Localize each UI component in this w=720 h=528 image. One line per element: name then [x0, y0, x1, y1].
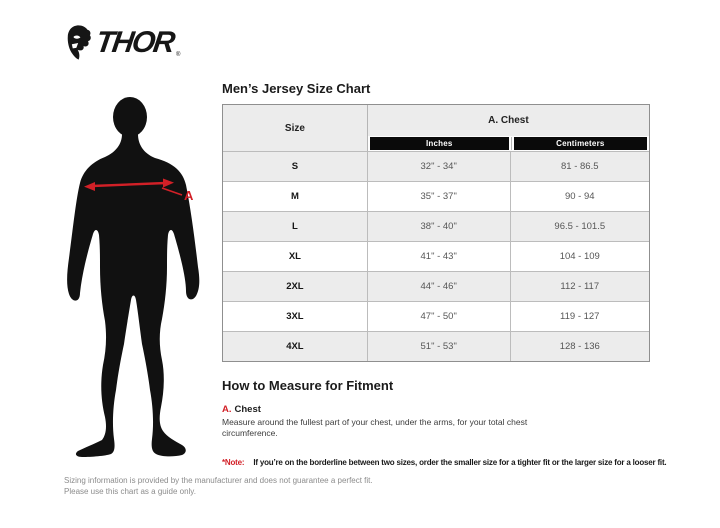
disclaimer-line-1: Sizing information is provided by the manufacturer and does not guarantee a perfect fit. — [64, 476, 373, 485]
size-label: 3XL — [223, 302, 368, 331]
size-label: S — [223, 152, 368, 181]
page-title: Men’s Jersey Size Chart — [222, 81, 371, 96]
measure-heading: How to Measure for Fitment — [222, 378, 394, 393]
fit-diagram — [58, 96, 218, 486]
inches-value: 32" - 34" — [368, 152, 511, 181]
column-header-centimeters: Centimeters — [514, 137, 647, 150]
centimeters-value: 104 - 109 — [559, 251, 600, 262]
measure-section — [222, 378, 530, 439]
table-row — [223, 331, 649, 361]
table-row — [223, 181, 649, 211]
column-group-chest — [368, 105, 649, 151]
measurement-label-a: A — [184, 188, 194, 203]
inches-value: 35" - 37" — [368, 182, 511, 211]
measure-item-description: Measure around the fullest part of your chest, under the arms, for your total chest circumference. — [222, 417, 528, 439]
column-header-size: Size — [223, 105, 368, 151]
column-header-chest: A. Chest — [368, 105, 649, 136]
disclaimer-line-2: Please use this chart as a guide only. — [64, 486, 196, 496]
note-text: If you’re on the borderline between two sizes, order the smaller size for a tighter fit or the larger size for a looser fit. — [253, 458, 667, 467]
unit-cell-centimeters — [511, 137, 649, 150]
size-label: M — [223, 182, 368, 211]
table-row — [223, 211, 649, 241]
centimeters-value: 81 - 86.5 — [561, 161, 599, 172]
table-row — [223, 271, 649, 301]
male-silhouette — [58, 96, 218, 486]
centimeters-value: 96.5 - 101.5 — [554, 221, 606, 232]
inches-value: 38" - 40" — [368, 212, 511, 241]
centimeters-value: 90 - 94 — [564, 191, 595, 202]
size-label: XL — [223, 242, 368, 271]
note-label: *Note: — [222, 458, 245, 467]
table-row — [223, 151, 649, 181]
borderline-note — [222, 458, 666, 467]
unit-cell-inches — [368, 137, 511, 150]
size-label: 4XL — [223, 332, 368, 361]
size-label: 2XL — [223, 272, 368, 301]
centimeters-value: 128 - 136 — [559, 341, 600, 352]
disclaimer — [64, 476, 373, 498]
table-header — [223, 105, 649, 151]
centimeters-value: 119 - 127 — [560, 311, 600, 322]
thor-logo — [66, 24, 180, 61]
measure-item-chest — [222, 404, 530, 415]
registered-mark: ® — [176, 52, 181, 58]
size-table — [222, 104, 650, 362]
brand-name: THOR — [93, 26, 176, 59]
inches-value: 51" - 53" — [368, 332, 511, 361]
column-header-inches: Inches — [370, 137, 509, 150]
thor-helmet-icon — [66, 24, 93, 61]
inches-value: 47" - 50" — [368, 302, 511, 331]
centimeters-value: 112 - 117 — [560, 281, 600, 292]
measure-item-name: Chest — [234, 404, 261, 415]
inches-value: 44" - 46" — [368, 272, 511, 301]
size-label: L — [223, 212, 368, 241]
inches-value: 41" - 43" — [368, 242, 511, 271]
unit-subheader-row — [368, 136, 649, 151]
table-row — [223, 301, 649, 331]
table-row — [223, 241, 649, 271]
measure-item-letter: A. — [222, 404, 232, 415]
table-body — [223, 151, 649, 361]
